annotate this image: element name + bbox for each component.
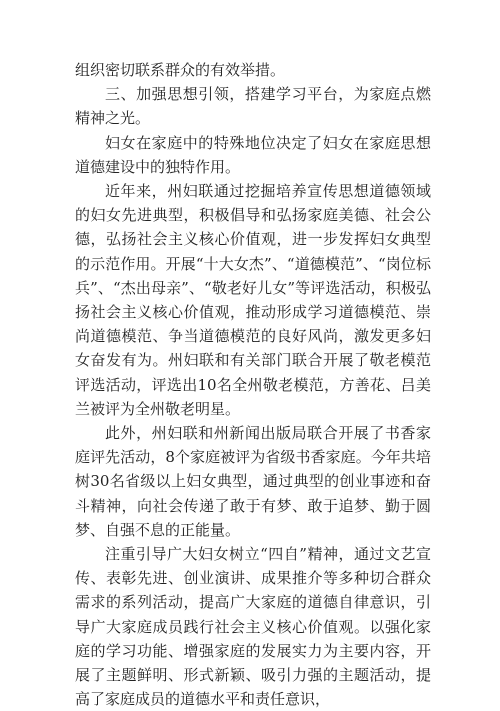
document-body — [75, 58, 431, 711]
paragraph-recent-years: 近年来，州妇联通过挖掘培养宣传思想道德领域的妇女先进典型，积极倡导和弘扬家庭美德、社会公德，弘扬社会主义核心价值观，进一步发挥妇女典型的示范作用。开展“十大女杰”、“道德模范”、“岗位标兵”、“杰出母亲”、“敬老好儿女”等评选活动，积极弘扬社会主义核心价值观，推动形成学习道德模范、崇尚道德模范、争当道德模范的良好风尚，激发更多妇女奋发有为。州妇联和有关部门联合开展了敬老模范评选活动，评选出10名全州敬老模范，方善花、吕美兰被评为全州敬老明星。 — [75, 182, 431, 418]
paragraph-book-family: 此外，州妇联和州新闻出版局联合开展了书香家庭评先活动，8个家庭被评为省级书香家庭。今年共培树30名省级以上妇女典型，通过典型的创业事迹和奋斗精神，向社会传递了敢于有梦、敢于追梦、勤于圆梦、自强不息的正能量。 — [75, 424, 431, 539]
paragraph-four-self-spirit: 注重引导广大妇女树立“四自”精神，通过文艺宣传、表彰先进、创业演讲、成果推介等多种切合群众需求的系列活动，提高广大家庭的道德自律意识，引导广大家庭成员践行社会主义核心价值观。以强化家庭的学习功能、增强家庭的发展实力为主要内容，开展了主题鲜明、形式新颖、吸引力强的主题活动，提高了家庭成员的道德水平和责任意识， — [75, 545, 431, 709]
section-heading-3: 三、加强思想引领，搭建学习平台，为家庭点燃精神之光。 — [75, 85, 431, 128]
paragraph-women-role: 妇女在家庭中的特殊地位决定了妇女在家庭思想道德建设中的独特作用。 — [75, 133, 431, 176]
paragraph-continuation: 组织密切联系群众的有效举措。 — [75, 61, 286, 79]
